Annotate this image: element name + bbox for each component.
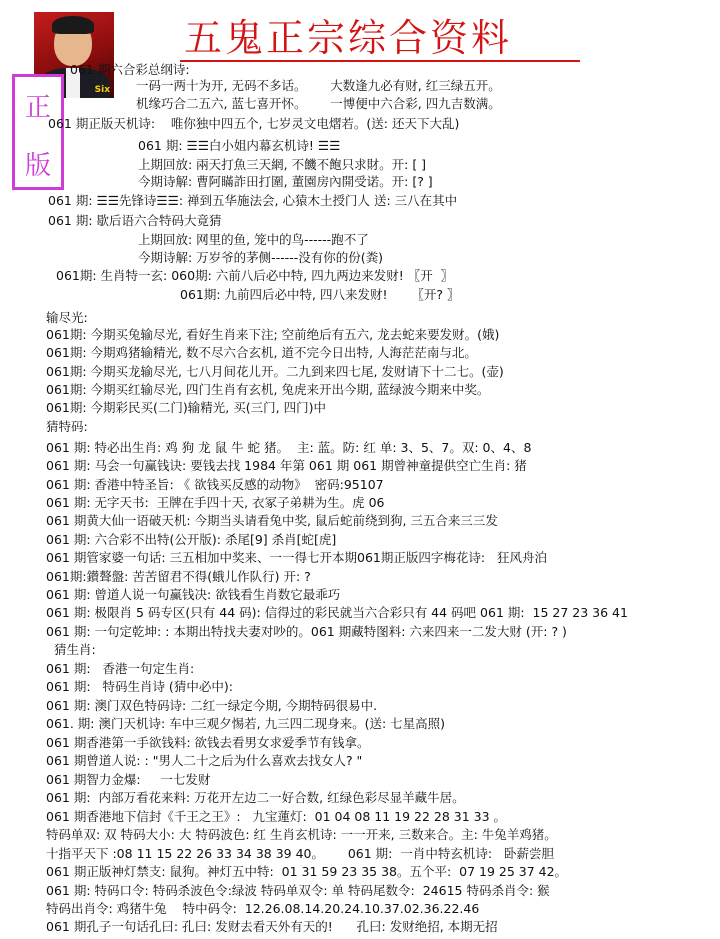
text-line: 061 期: 澳门双色特码诗: 二红一绿定今期, 今期特码很易中.	[46, 698, 378, 713]
text-line: 061 期孔子一句话孔曰: 孔曰: 发财去看天外有天的! 孔曰: 发财绝招, 本期无招	[46, 919, 498, 934]
text-line: 今期诗解: 曹阿瞞詐田打圍, 董園房內開受诺。开: [? ]	[138, 174, 433, 189]
text-line: 特码出肖令: 鸡猪牛兔 特中码令: 12.26.08.14.20.24.10.37.02.36.22.46	[46, 901, 480, 916]
text-line: 061 期: 香港一句定生肖:	[46, 661, 195, 676]
text-line: 机缘巧合二五六, 蓝七喜开怀。 一博便中六合彩, 四九吉数满。	[136, 96, 501, 111]
text-line: 猜生肖:	[54, 642, 96, 657]
text-line: 061 期香港地下信封《千王之王》: 九宝蓮灯: 01 04 08 11 19 22 28 31 33 。	[46, 809, 507, 824]
text-line: 今期诗解: 万岁爷的茅侧------没有你的份(粪)	[138, 250, 384, 265]
text-line: 061期: 生肖特一玄: 060期: 六前八后必中特, 四九两边来发财! 〖开 〗	[56, 268, 454, 283]
text-line: 061 期: 一句定乾坤: : 本期出特找夫妻对吵的。061 期藏特图料: 六来四来一二发大财 (开: ? )	[46, 624, 567, 639]
text-line: 061期: 今期鸡猪输精光, 数不尽六合玄机, 道不完今日出特, 人海茫茫南与北。	[46, 345, 477, 360]
title-underline	[180, 60, 580, 62]
text-line: 061 期香港第一手欲钱料: 欲钱去看男女求爱季节有钱拿。	[46, 735, 370, 750]
text-line: 061 期: 曾道人说一句赢钱决: 欲钱看生肖数它最乖巧	[46, 587, 341, 602]
photo-caption: Six	[94, 85, 110, 95]
text-line: 061期: 今期买红输尽光, 四门生肖有玄机, 兔虎来开出今期, 蓝绿波今期来中奖。	[46, 382, 490, 397]
text-line: 061 期: 特必出生肖: 鸡 狗 龙 鼠 牛 蛇 猪。 主: 蓝。防: 红 单: 3、5、7。双: 0、4、8	[46, 440, 532, 455]
text-line: 输尽光:	[46, 310, 88, 325]
text-line: 061 期: 马会一句赢钱诀: 要钱去找 1984 年第 061 期 061 期曾神童提供空亡生肖: 猪	[46, 458, 527, 473]
text-line: 061 期正版天机诗: 唯你独中四五个, 七岁灵文电熠若。(送: 还天下大乱)	[48, 116, 460, 131]
text-line: 061期: 九前四后必中特, 四八来发财! 〖开? 〗	[180, 287, 460, 302]
text-line: 特码单双: 双 特码大小: 大 特码波色: 红 生肖玄机诗: 一一开来, 三数来合。主: 牛兔羊鸡猪。	[46, 827, 557, 842]
text-line: 061 期: 六合彩不出特(公开版): 杀尾[9] 杀肖[蛇[虎]	[46, 532, 337, 547]
text-line: 061期: 今期彩民买(二门)输精光, 买(三门, 四门)中	[46, 400, 326, 415]
text-line: 061 期: 歇后语六合特码大竟猜	[48, 213, 222, 228]
text-line: 061 期黄大仙一语破天机: 今期当头请看兔中奖, 鼠后蛇前绕到狗, 三五合来三三发	[46, 513, 498, 528]
text-line: 061 期管家婆一句话: 三五相加中奖来、一一得七开本期061期正版四字梅花诗: 狂风舟泊	[46, 550, 548, 565]
text-line: 061. 期: 澳门天机诗: 车中三观夕惕若, 九三四二现身来。(送: 七星高照)	[46, 716, 446, 731]
text-line: 061 期六合彩总纲诗:	[70, 62, 190, 77]
badge-char-1: 正	[24, 93, 51, 123]
text-line: 061 期: 内部万看花来料: 万花开左边二一好合数, 红绿色彩尽显羊藏牛居。	[46, 790, 465, 805]
photo-hair	[52, 16, 94, 34]
text-line: 十指平天下 :08 11 15 22 26 33 34 38 39 40。 061 期: 一肖中特玄机诗: 卧薪尝胆	[46, 846, 554, 861]
text-line: 061期: 今期买兔输尽光, 看好生肖来下注; 空前绝后有五六, 龙去蛇来要发财。(娥)	[46, 327, 500, 342]
badge-char-2: 版	[24, 151, 51, 181]
text-line: 上期回放: 兩天打魚三天網, 不饑不飽只求財。开: [ ]	[138, 157, 427, 172]
text-line: 061 期: 特码生肖诗 (猜中必中):	[46, 679, 233, 694]
text-line: 一码一两十为开, 无码不多话。 大数逢九必有财, 红三绿五开。	[136, 78, 501, 93]
text-line: 061 期: ☰☰先锋诗☰☰: 禅到五华施法会, 心猿木土授门人 送: 三八在其中	[48, 193, 458, 208]
text-line: 061 期: ☰☰白小姐内幕玄机诗! ☰☰	[138, 138, 341, 153]
text-line: 061 期智力金爆: 一七发财	[46, 772, 211, 787]
text-line: 061 期: 香港中特圣旨: 《 欲钱买反感的动物》 密码:95107	[46, 477, 384, 492]
text-line: 061期:鑚聱盤: 苦苦留君不得(蛾儿作队行) 开: ?	[46, 569, 311, 584]
text-line: 061 期: 特码口令: 特码杀波色令:绿波 特码单双令: 单 特码尾数令: 24615 特码杀肖令: 猴	[46, 883, 550, 898]
text-line: 061期: 今期买龙输尽光, 七八月间花儿开。二九到来四七尾, 发财请下十二七。(壶)	[46, 364, 504, 379]
page-title: 五鬼正宗综合资料	[184, 16, 513, 60]
text-line: 061 期正版神灯禁支: 鼠狗。神灯五中特: 01 31 59 23 35 38。五个平: 07 19 25 37 42。	[46, 864, 568, 879]
text-line: 061 期曾道人说: : "男人二十之后为什么喜欢去找女人? "	[46, 753, 363, 768]
text-line: 061 期: 无字天书: 王牌在手四十天, 衣冢子弟耕为生。虎 06	[46, 495, 385, 510]
text-line: 上期回放: 网里的鱼, 笼中的鸟------跑不了	[138, 232, 369, 247]
text-line: 061 期: 极限肖 5 码专区(只有 44 码): 信得过的彩民就当六合彩只有 44 码吧 061 期: 15 27 23 36 41	[46, 605, 628, 620]
text-line: 猜特码:	[46, 419, 88, 434]
